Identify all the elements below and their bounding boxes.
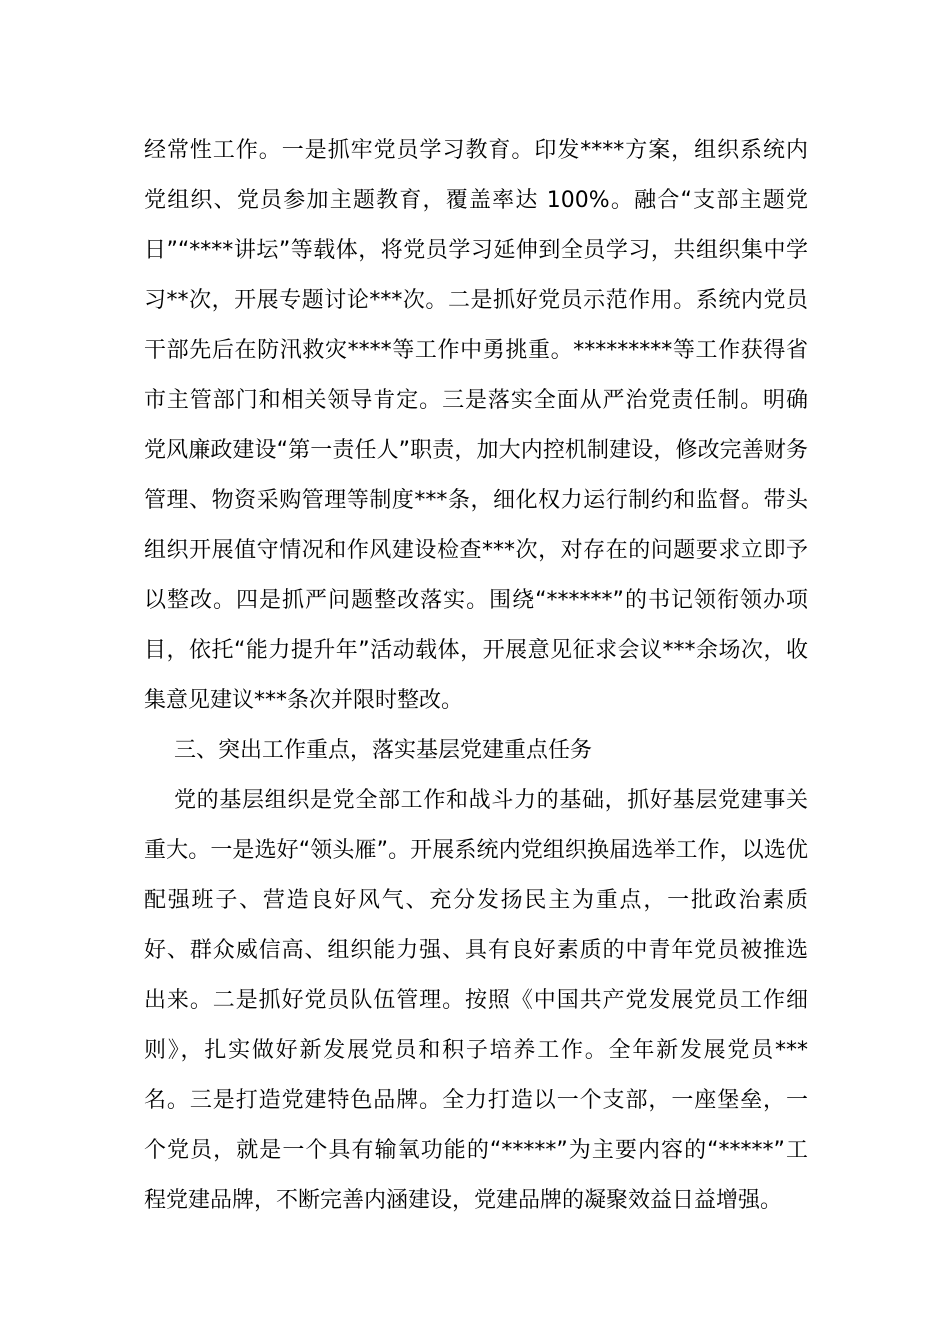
paragraph-1-line: 组织开展值守情况和作风建设检查***次，对存在的问题要求立即予 (144, 538, 808, 563)
paragraph-1-line: 习**次，开展专题讨论***次。二是抓好党员示范作用。系统内党员 (144, 288, 808, 313)
paragraph-1-line: 市主管部门和相关领导肯定。三是落实全面从严治党责任制。明确 (144, 388, 808, 413)
section-heading: 三、突出工作重点，落实基层党建重点任务 (174, 738, 593, 763)
paragraph-2-line: 出来。二是抓好党员队伍管理。按照《中国共产党发展党员工作细 (144, 988, 808, 1013)
paragraph-1-line: 管理、物资采购管理等制度***条，细化权力运行制约和监督。带头 (144, 488, 808, 513)
paragraph-1-line: 党组织、党员参加主题教育，覆盖率达 100%。融合“支部主题党 (144, 188, 808, 213)
paragraph-1-line: 经常性工作。一是抓牢党员学习教育。印发****方案，组织系统内 (144, 138, 808, 163)
paragraph-1-line: 目，依托“能力提升年”活动载体，开展意见征求会议***余场次，收 (144, 638, 808, 663)
paragraph-1-line: 干部先后在防汛救灾****等工作中勇挑重。*********等工作获得省 (144, 338, 808, 363)
paragraph-2-line: 配强班子、营造良好风气、充分发扬民主为重点，一批政治素质 (144, 888, 808, 913)
paragraph-2-line: 好、群众威信高、组织能力强、具有良好素质的中青年党员被推选 (144, 938, 808, 963)
paragraph-1-line: 以整改。四是抓严问题整改落实。围绕“******”的书记领衔领办项 (144, 588, 808, 613)
paragraph-2-line: 党的基层组织是党全部工作和战斗力的基础，抓好基层党建事关 (174, 788, 808, 813)
paragraph-2-line: 重大。一是选好“领头雁”。开展系统内党组织换届选举工作，以选优 (144, 838, 808, 863)
paragraph-1-line: 集意见建议***条次并限时整改。 (144, 688, 464, 713)
paragraph-2-line: 个党员，就是一个具有输氧功能的“*****”为主要内容的“*****”工 (144, 1138, 808, 1163)
paragraph-1-line: 党风廉政建设“第一责任人”职责，加大内控机制建设，修改完善财务 (144, 438, 808, 463)
paragraph-1-line: 日”“****讲坛”等载体，将党员学习延伸到全员学习，共组织集中学 (144, 238, 808, 263)
paragraph-2-line: 则》，扎实做好新发展党员和积子培养工作。全年新发展党员*** (144, 1038, 808, 1063)
paragraph-2-line: 程党建品牌，不断完善内涵建设，党建品牌的凝聚效益日益增强。 (144, 1188, 783, 1213)
paragraph-2-line: 名。三是打造党建特色品牌。全力打造以一个支部，一座堡垒，一 (144, 1088, 808, 1113)
